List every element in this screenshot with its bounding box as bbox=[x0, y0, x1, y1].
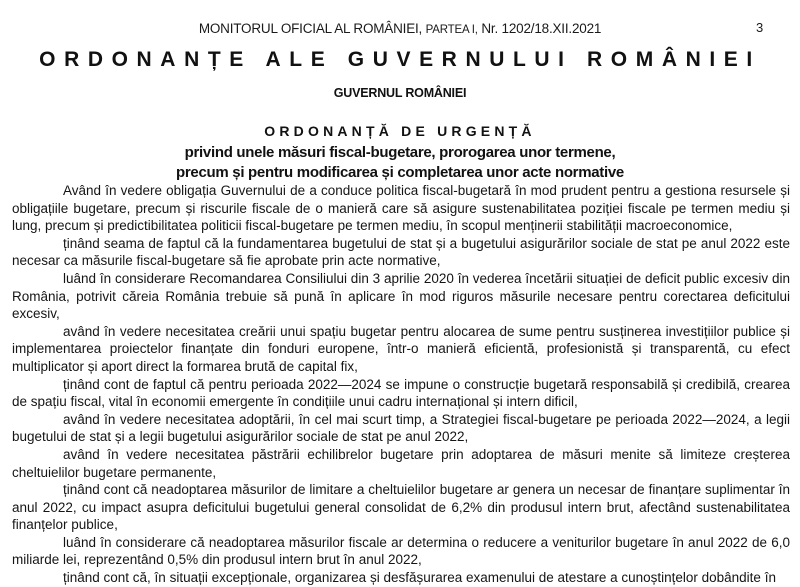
preamble-body bbox=[12, 182, 790, 587]
running-header bbox=[0, 21, 800, 36]
publication-name: MONITORUL OFICIAL AL ROMÂNIEI, bbox=[198, 21, 423, 36]
document-type: ORDONANȚĂ DE URGENȚĂ bbox=[264, 123, 536, 139]
publication-part: PARTEA I, bbox=[425, 24, 478, 36]
issue-number: Nr. 1202/18.XII.2021 bbox=[481, 21, 602, 36]
paragraph: ținând cont de faptul că pentru perioada 2022—2024 se impune o construcție bugetară responsabilă și credibilă, crearea de spațiu fiscal, vital în economii emergente în condițiile unui cadru internațional și intern dificil, bbox=[12, 376, 790, 410]
paragraph: ținând cont că neadoptarea măsurilor de limitare a cheltuielilor bugetare ar genera un necesar de finanțare suplimentar în anul 2022, cu impact asupra deficitului bugetului general consolidat de 6,2% din produsul intern brut, afectând sustenabilitatea finanțelor publice, bbox=[12, 482, 790, 533]
paragraph: ținând seama de faptul că la fundamentarea bugetului de stat și a bugetului asigurărilor sociale de stat pe anul 2022 este necesar ca măsurile fiscal-bugetare să fie aprobate prin acte normative, bbox=[12, 235, 790, 269]
subtitle-line-1: privind unele măsuri fiscal-bugetare, prorogarea unor termene, bbox=[184, 144, 616, 161]
paragraph: luând în considerare că neadoptarea măsurilor fiscale ar determina o reducere a veniturilor bugetare în anul 2022 de 6,0 miliarde lei, reprezentând 0,5% din produsul intern brut în anul 2022, bbox=[12, 534, 790, 568]
document-subtitle bbox=[0, 143, 800, 183]
paragraph: având în vedere necesitatea creării unui spațiu bugetar pentru alocarea de sume pentru susținerea investițiilor publice și implementarea proiectelor finanțate din fonduri europene, într-o manieră eficientă, profesionistă și transparentă, cu efect multiplicator și aport direct la formarea brută de capital fix, bbox=[12, 323, 790, 374]
paragraph: având în vedere necesitatea adoptării, în cel mai scurt timp, a Strategiei fiscal-bugetare pe perioada 2022—2024, a legii bugetului de stat și a legii bugetului asigurărilor sociale de stat pe anul 2022, bbox=[12, 411, 790, 445]
issuer: GUVERNUL ROMÂNIEI bbox=[333, 86, 467, 100]
subtitle-line-2: precum și pentru modificarea și completarea unor acte normative bbox=[176, 164, 624, 181]
paragraph: Având în vedere obligația Guvernului de a conduce politica fiscal-bugetară în mod prudent pentru a gestiona resursele și obligațiile bugetare, precum și riscurile fiscale de o manieră care să asigure sustenabilitatea poziției fiscale pe termen mediu și lung, precum și predictibilitatea politicii fiscal-bugetare pe termen mediu, în scopul menținerii stabilității macroeconomice, bbox=[12, 183, 790, 234]
page-number: 3 bbox=[756, 20, 764, 35]
paragraph: luând în considerare Recomandarea Consiliului din 3 aprilie 2020 în vederea încetării situației de deficit public excesiv din România, potrivit căreia România trebuie să pună în aplicare în mod riguros măsurile necesare pentru corectarea deficitului excesiv, bbox=[12, 270, 790, 322]
section-title: ORDONANȚE ALE GUVERNULUI ROMÂNIEI bbox=[39, 48, 761, 71]
paragraph: având în vedere necesitatea păstrării echilibrelor bugetare prin adoptarea de măsuri menite să limiteze creșterea cheltuielilor bugetare permanente, bbox=[12, 446, 790, 480]
paragraph: ținând cont că, în situații excepționale, organizarea și desfășurarea examenului de atestare a cunoștințelor dobândite în bbox=[63, 570, 776, 586]
